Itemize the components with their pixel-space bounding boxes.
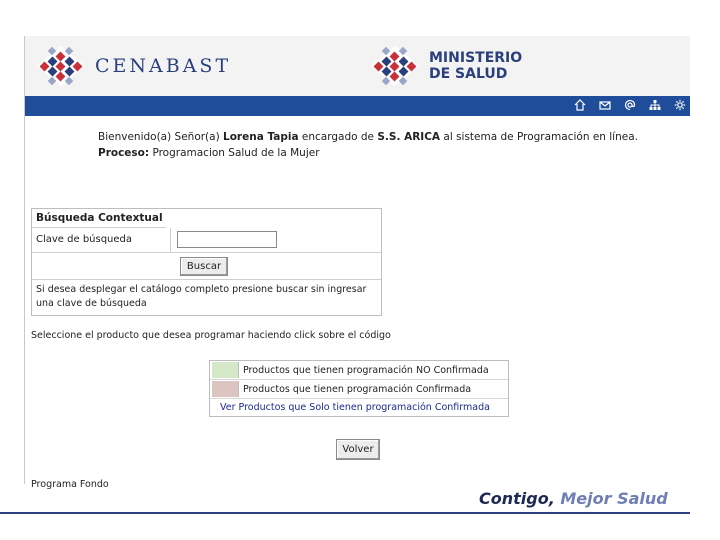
footer-text: Programa Fondo xyxy=(31,479,109,490)
cenabast-emblem-icon xyxy=(35,44,87,88)
contextual-search-panel xyxy=(31,208,382,316)
search-key-label: Clave de búsqueda xyxy=(32,228,171,252)
site-header xyxy=(25,36,690,116)
search-key-input[interactable] xyxy=(177,231,277,248)
volver-button[interactable]: Volver xyxy=(336,439,380,460)
ministerio-salud-logo[interactable] xyxy=(369,44,522,88)
cenabast-logo[interactable] xyxy=(35,44,231,88)
cenabast-logo-text: CENABAST xyxy=(95,55,232,77)
ministerio-logo-line2: DE SALUD xyxy=(429,66,508,82)
selection-instruction: Seleccione el producto que desea programar haciendo click sobre el código xyxy=(31,330,391,341)
legend-row-not-confirmed xyxy=(210,361,508,380)
sitemap-icon[interactable] xyxy=(649,99,661,111)
view-confirmed-only-link[interactable]: Ver Productos que Solo tienen programación Confirmada xyxy=(220,402,490,413)
bottom-divider xyxy=(0,512,690,514)
proceso-value: Programacion Salud de la Mujer xyxy=(149,147,320,159)
welcome-middle: encargado de xyxy=(298,131,378,143)
welcome-user: Lorena Tapia xyxy=(223,131,299,143)
confirmed-swatch xyxy=(212,381,239,397)
header-icon-bar xyxy=(25,96,690,116)
home-icon[interactable] xyxy=(574,99,586,111)
proceso-label: Proceso: xyxy=(98,147,150,159)
ministerio-logo-text xyxy=(429,50,522,82)
search-button-row xyxy=(32,253,381,280)
welcome-message xyxy=(98,131,638,143)
not-confirmed-label: Productos que tienen programación NO Confirmada xyxy=(243,364,489,376)
ministerio-emblem-icon xyxy=(369,44,421,88)
settings-icon[interactable] xyxy=(674,99,686,111)
proceso-line xyxy=(98,147,320,159)
search-button[interactable]: Buscar xyxy=(180,257,228,276)
search-help-note: Si desea desplegar el catálogo completo presione buscar sin ingresar una clave de búsqueda xyxy=(36,284,367,309)
browser-page xyxy=(24,36,690,490)
at-sign-icon[interactable] xyxy=(624,99,636,111)
welcome-org: S.S. ARICA xyxy=(377,131,441,143)
welcome-prefix: Bienvenido(a) Señor(a) xyxy=(98,131,224,143)
ministerio-logo-line1: MINISTERIO xyxy=(429,50,523,66)
status-legend xyxy=(209,360,509,417)
confirmed-label: Productos que tienen programación Confirmada xyxy=(243,383,472,395)
not-confirmed-swatch xyxy=(212,362,239,378)
mail-icon[interactable] xyxy=(599,99,611,111)
slogan-part1: Contigo, xyxy=(479,489,555,508)
slogan xyxy=(479,489,668,508)
legend-row-confirmed xyxy=(210,380,508,399)
search-panel-title: Búsqueda Contextual xyxy=(32,209,166,228)
search-key-row xyxy=(32,228,381,253)
slogan-part2: Mejor Salud xyxy=(554,489,668,508)
welcome-suffix: al sistema de Programación en línea. xyxy=(440,131,638,143)
